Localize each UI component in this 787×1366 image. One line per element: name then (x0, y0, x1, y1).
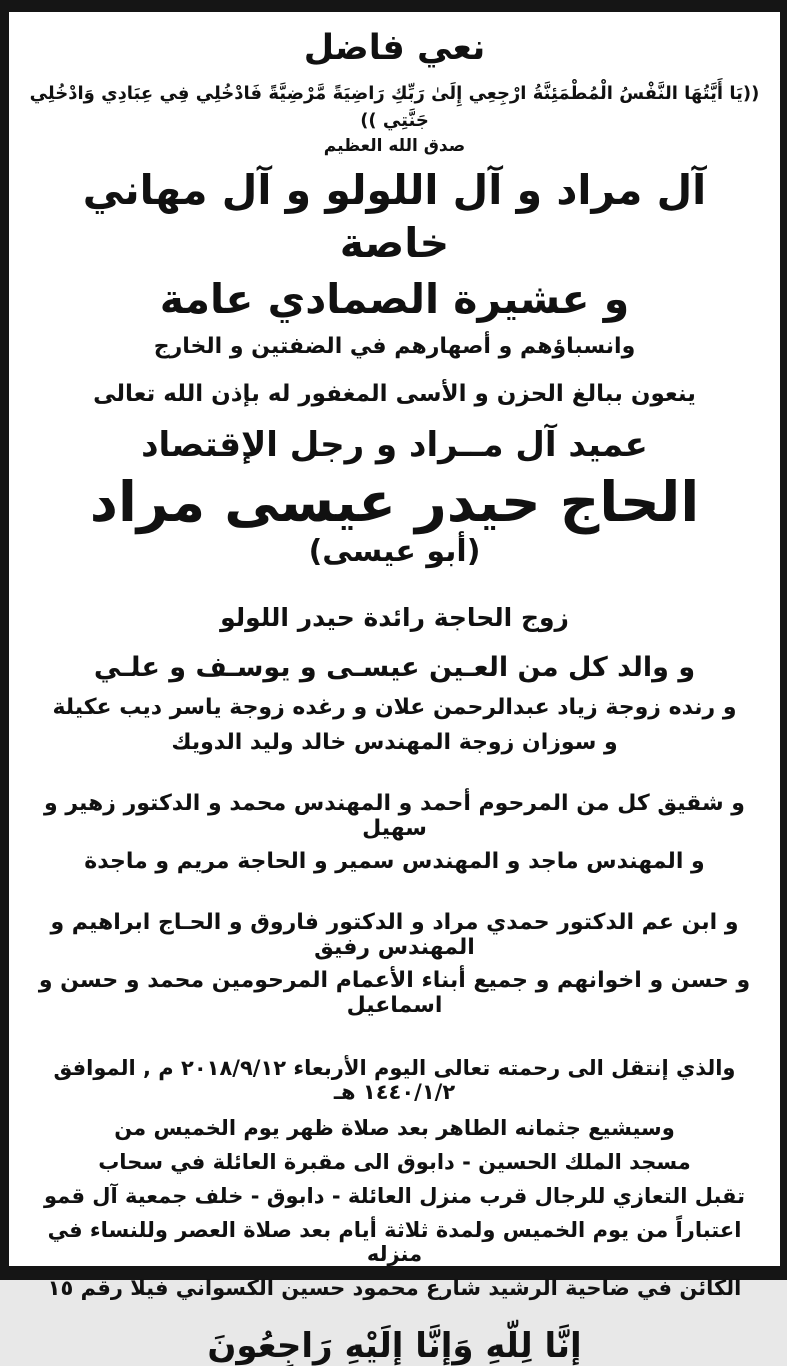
condolences-men-line: تقبل التعازي للرجال قرب منزل العائلة - دابوق - خلف جمعية آل قمو (43, 1184, 746, 1209)
husband-of-line: زوج الحاجة رائدة حيدر اللولو (220, 603, 569, 633)
deceased-title: عميد آل مــراد و رجل الإقتصاد (141, 424, 648, 465)
quran-verse: ((يَا أَيَّتُهَا النَّفْسُ الْمُطْمَئِنَّةُ ارْجِعِي إِلَىٰ رَبِّكِ رَاضِيَةً مَّرْضِيَّةً فَادْخُلِي فِي عِبَادِي وَادْخُلِي جَنَّتِي )) (29, 83, 760, 131)
cousins-line-2: و حسن و اخوانهم و جميع أبناء الأعمام المرحومين محمد و حسن و اسماعيل (38, 968, 751, 1019)
daughters-line-1: و رنده زوجة زياد عبدالرحمن علان و رغده زوجة ياسر ديب عكيلة (52, 695, 737, 721)
announcement-line: ينعون ببالغ الحزن و الأسى المغفور له بإذن الله تعالى (93, 380, 696, 407)
notice-title: نعي فاضل (303, 28, 486, 68)
condolences-address-line: الكائن في ضاحية الرشيد شارع محمود حسين الكسواني فيلا رقم ١٥ (47, 1276, 742, 1301)
relatives-note: وانسباؤهم و أصهارهم في الضفتين و الخارج (153, 333, 636, 359)
deceased-name: الحاج حيدر عيسى مراد (89, 469, 700, 534)
cousins-line-1: و ابن عم الدكتور حمدي مراد و الدكتور فاروق و الحـاج ابراهيم و المهندس رفيق (50, 910, 739, 961)
obituary-content (9, 12, 780, 1366)
father-of-line: و والد كل من العـين عيسـى و يوسـف و علـي (93, 652, 696, 684)
funeral-procession-line: وسيشيع جثمانه الطاهر بعد صلاة ظهر يوم الخميس من (114, 1116, 675, 1141)
deceased-kunya: (أبو عيسى) (308, 534, 481, 570)
siblings-line-2: و المهندس ماجد و المهندس سمير و الحاجة مريم و ماجدة (84, 849, 705, 875)
mourning-families-line-2: و عشيرة الصمادي عامة (159, 274, 630, 323)
daughters-line-2: و سوزان زوجة المهندس خالد وليد الدويك (171, 730, 618, 756)
mourning-families-line-1: آل مراد و آل اللولو و آل مهاني خاصة (82, 166, 707, 268)
sadaqa-line: صدق الله العظيم (323, 136, 466, 156)
closing-verse: إِنَّا لِلّهِ وَإِنَّا إِلَيْهِ رَاجِعُونَ (207, 1326, 582, 1366)
death-date-line: والذي إنتقل الى رحمته تعالى اليوم الأربعاء ٢٠١٨/٩/١٢ م , الموافق ١٤٤٠/١/٢ هـ (53, 1056, 736, 1105)
siblings-line-1: و شقيق كل من المرحوم أحمد و المهندس محمد و الدكتور زهير و سهيل (44, 791, 745, 842)
funeral-route-line: مسجد الملك الحسين - دابوق الى مقبرة العائلة في سحاب (98, 1150, 691, 1175)
condolences-timing-line: اعتباراً من يوم الخميس ولمدة ثلاثة أيام بعد صلاة العصر وللنساء في منزله (47, 1218, 742, 1267)
